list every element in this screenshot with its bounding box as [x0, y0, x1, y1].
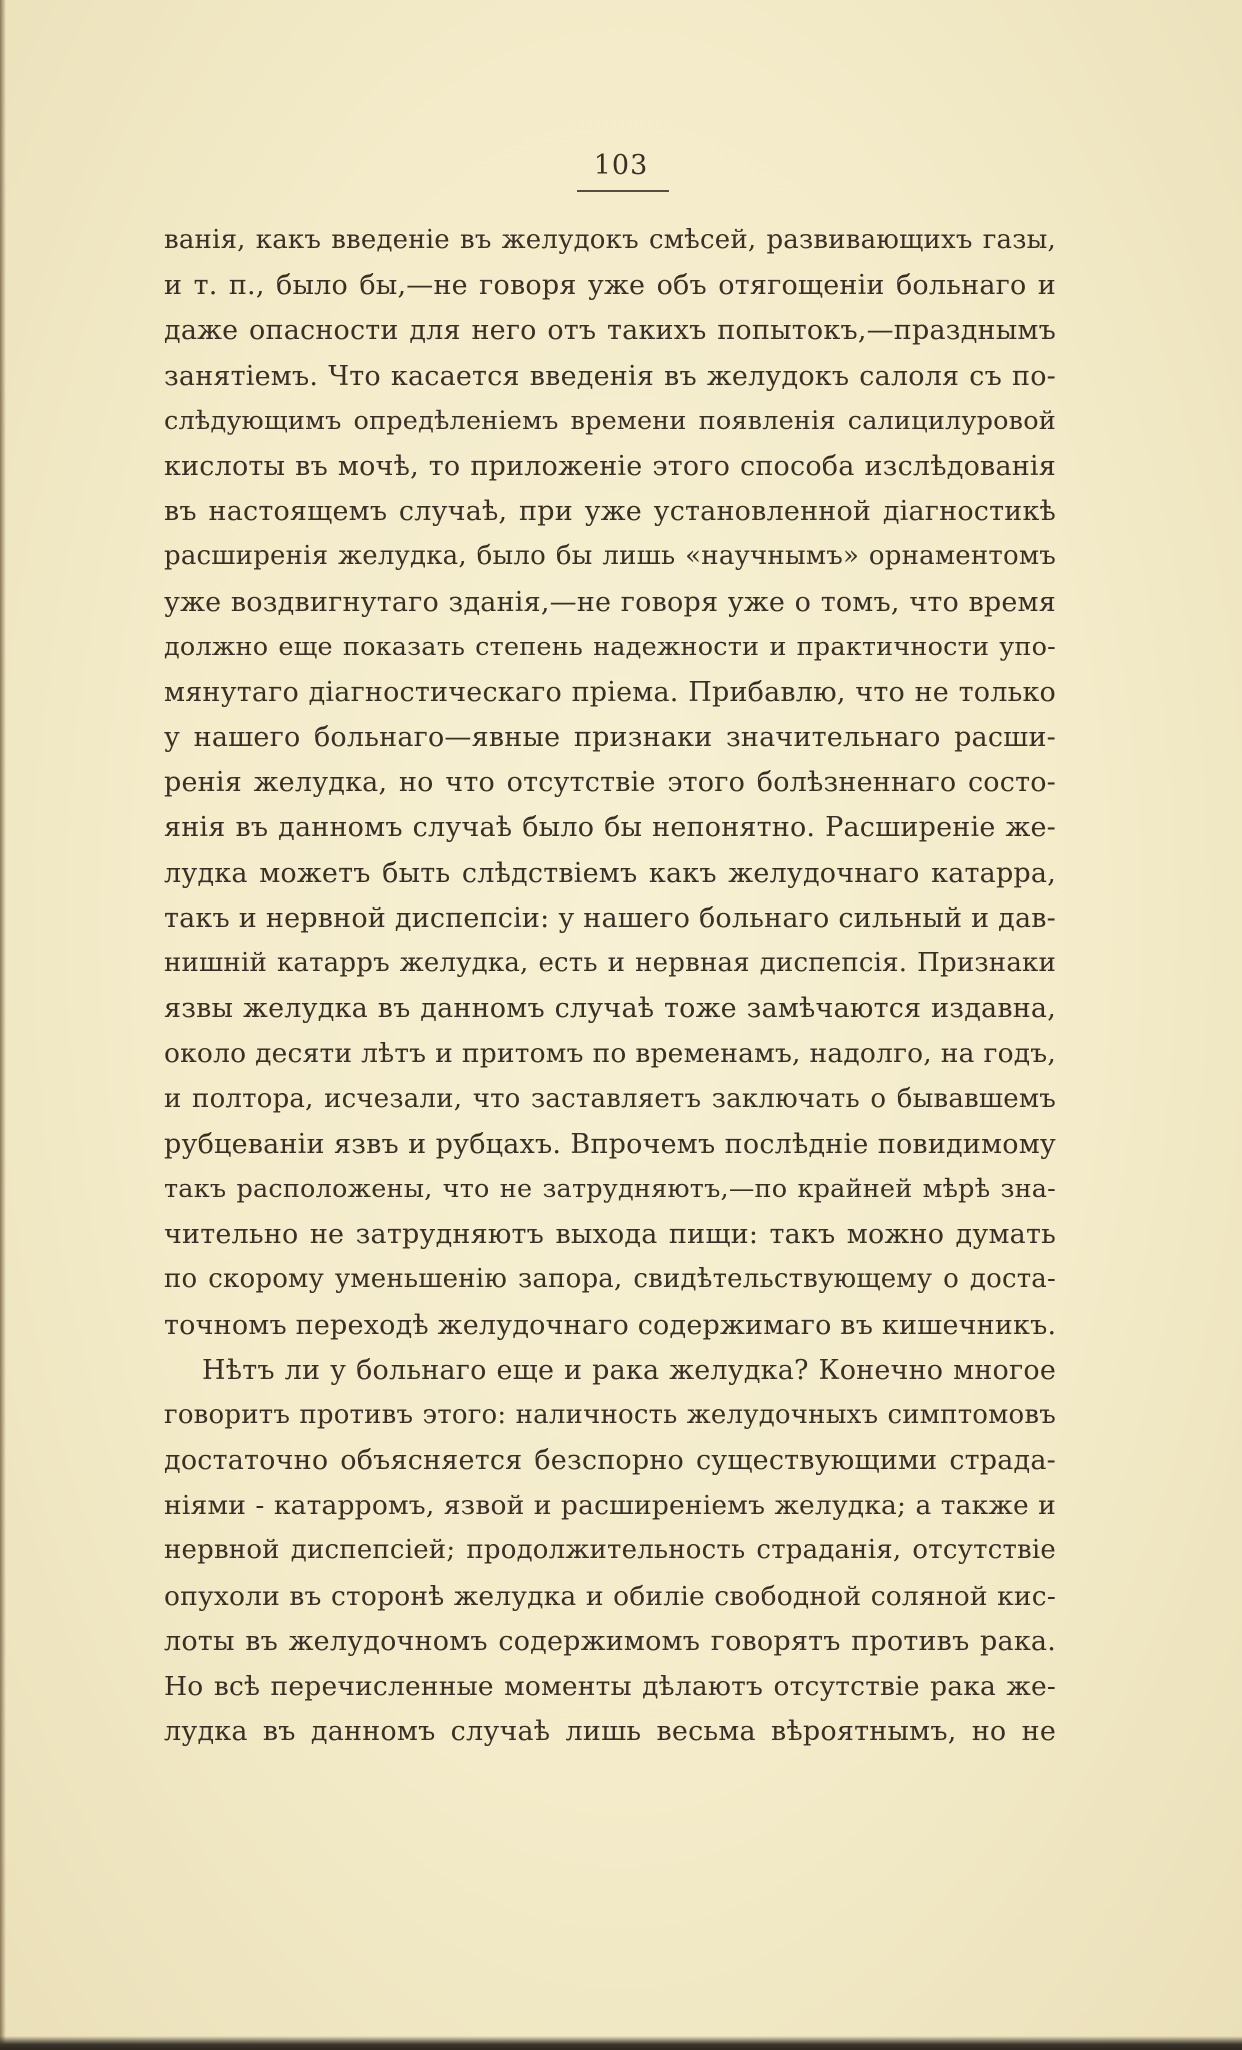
text-line-paragraph-start: Нѣтъ ли у больнаго еще и рака желудка? Конечно многое [202, 1354, 1056, 1386]
text-line: ренія желудка, но что отсутствіе этого болѣзненнаго состо- [164, 767, 1056, 799]
text-line: лоты въ желудочномъ содержимомъ говорятъ противъ рака. [164, 1625, 1056, 1657]
text-line: ніями - катарромъ, язвой и расширеніемъ желудка; а также и [164, 1490, 1056, 1522]
text-line: около десяти лѣтъ и притомъ по временамъ, надолго, на годъ, [164, 1038, 1056, 1070]
text-line: Но всѣ перечисленные моменты дѣлаютъ отсутствіе рака же- [164, 1671, 1056, 1702]
body-text [164, 218, 1056, 1754]
text-line: мянутаго діагностическаго пріема. Прибавлю, что не только [164, 676, 1056, 708]
text-line: даже опасности для него отъ такихъ попытокъ,—празднымъ [164, 315, 1056, 347]
text-line: лудка можетъ быть слѣдствіемъ какъ желудочнаго катарра, [164, 857, 1056, 889]
text-line: такъ и нервной диспепсіи: у нашего больнаго сильный и дав- [164, 902, 1056, 934]
text-line: въ настоящемъ случаѣ, при уже установленной діагностикѣ [164, 496, 1056, 528]
text-line: лудка въ данномъ случаѣ лишь весьма вѣроятнымъ, но не [164, 1716, 1056, 1748]
text-line: опухоли въ сторонѣ желудка и обиліе свободной соляной кис- [164, 1580, 1056, 1612]
text-line: янія въ данномъ случаѣ было бы непонятно. Расширеніе же- [164, 812, 1056, 844]
text-line: расширенія желудка, было бы лишь «научнымъ» орнаментомъ [164, 541, 1056, 572]
text-line: язвы желудка въ данномъ случаѣ тоже замѣчаются издавна, [164, 993, 1056, 1025]
page-number: 103 [593, 150, 649, 181]
text-line: такъ расположены, что не затрудняютъ,—по крайней мѣрѣ зна- [164, 1173, 1056, 1204]
text-line: говоритъ противъ этого: наличность желудочныхъ симптомовъ [164, 1399, 1056, 1430]
page-number-rule [577, 190, 669, 192]
text-line: занятіемъ. Что касается введенія въ желудокъ салоля съ по- [164, 360, 1056, 392]
text-line: уже воздвигнутаго зданія,—не говоря уже о томъ, что время [164, 586, 1056, 618]
text-line: нервной диспепсіей; продолжительность страданія, отсутствіе [164, 1535, 1056, 1566]
text-line: рубцеваніи язвъ и рубцахъ. Впрочемъ послѣдніе повидимому [164, 1128, 1056, 1160]
text-line: чительно не затрудняютъ выхода пищи: такъ можно думать [164, 1219, 1056, 1251]
page-left-edge-shadow [0, 0, 6, 2050]
text-line: кислоты въ мочѣ, то приложеніе этого способа изслѣдованія [164, 450, 1056, 482]
text-line: достаточно объясняется безспорно существующими страда- [164, 1445, 1056, 1477]
text-line: и т. п., было бы,—не говоря уже объ отягощеніи больнаго и [164, 270, 1056, 302]
page-bottom-edge-shadow [0, 2036, 1242, 2050]
text-line: ванія, какъ введеніе въ желудокъ смѣсей, развивающихъ газы, [164, 225, 1056, 255]
text-line: слѣдующимъ опредѣленіемъ времени появленія салицилуровой [164, 405, 1056, 436]
text-line: должно еще показать степень надежности и практичности упо- [164, 631, 1056, 662]
text-line: у нашего больнаго—явные признаки значительнаго расши- [164, 722, 1056, 754]
text-line: по скорому уменьшенію запора, свидѣтельствующему о доста- [164, 1264, 1056, 1295]
text-line: и полтора, исчезали, что заставляетъ заключать о бывавшемъ [164, 1083, 1056, 1114]
text-line: нишній катарръ желудка, есть и нервная диспепсія. Признаки [164, 948, 1056, 978]
text-line: точномъ переходѣ желудочнаго содержимаго въ кишечникъ. [164, 1309, 1057, 1341]
